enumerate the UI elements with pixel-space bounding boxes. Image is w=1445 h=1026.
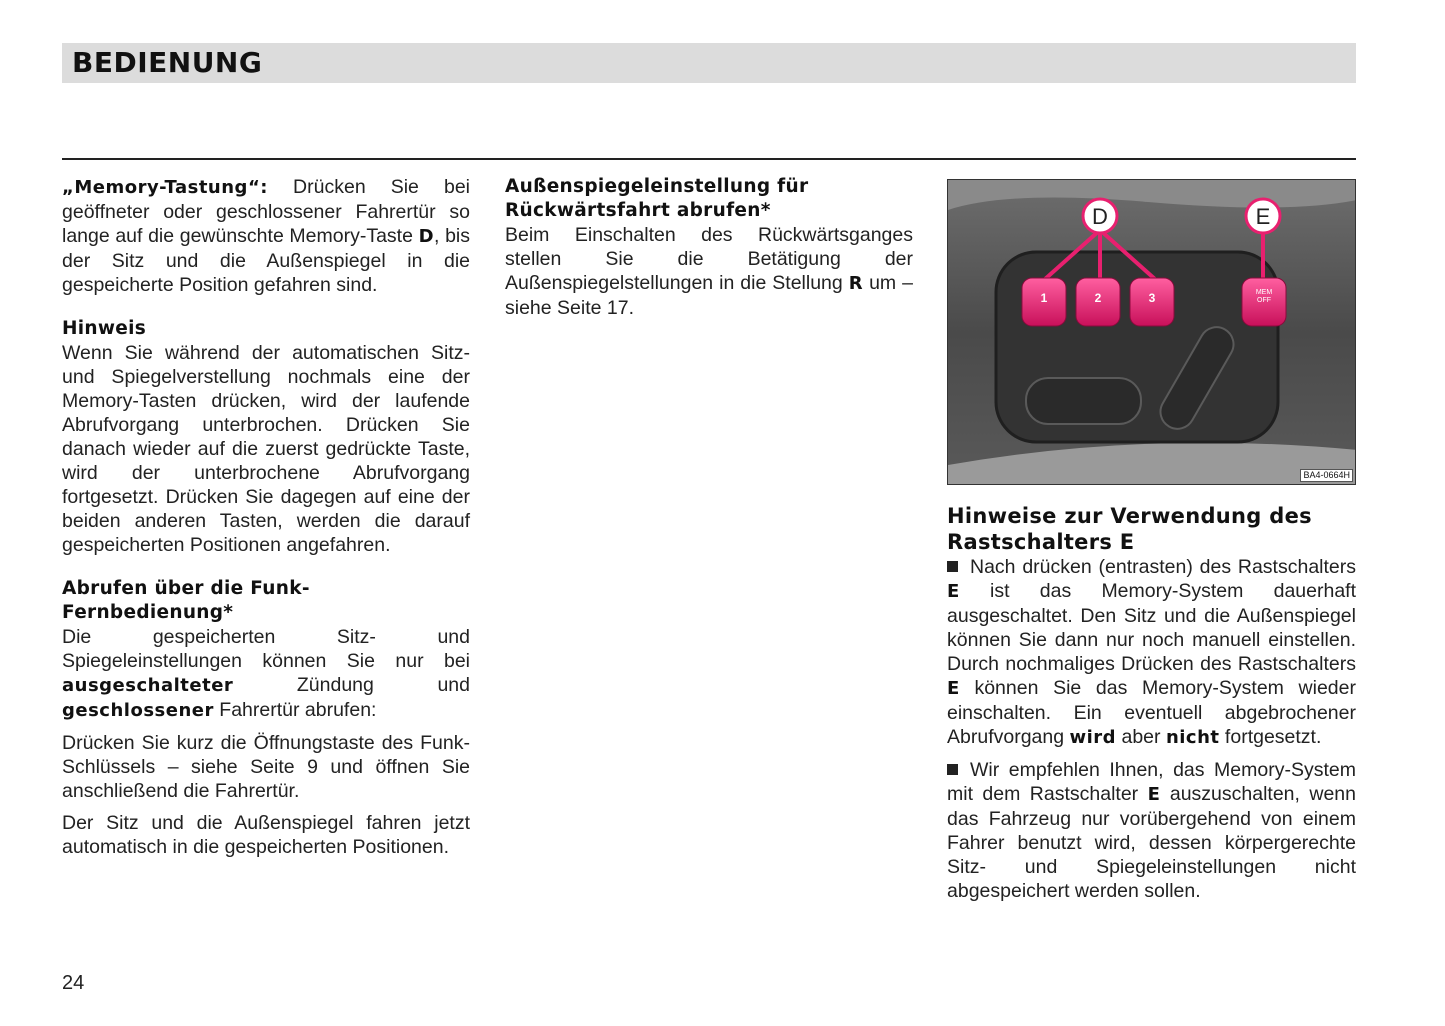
page-number: 24 [62,972,85,994]
funk-heading: Abrufen über die Funk-Fernbedienung* [62,578,310,623]
hinweis-heading: Hinweis [62,318,147,339]
hinweis-paragraph: Wenn Sie während der automatischen Sitz- und Spiegelverstellung nochmals eine der Memory-Tasten drücken, wird der laufende Abrufvorgang unterbrochen. Drücken Sie danach wieder auf die zuerst gedrückte Taste, wird der unterbrochene Abrufvorgang fortgesetzt. Drücken Sie dagegen auf eine der beiden anderen Tasten, werden die darauf gespeicherten Positionen angefahren. [62,342,470,556]
column-middle [505,175,913,320]
rueckwaerts-paragraph: Beim Einschalten des Rückwärtsganges stellen Sie die Betätigung der Außenspiegelstellungen in die Stellung R um – siehe Seite 17. [505,224,913,319]
divider-rule [62,158,1356,160]
callout-e-label: E [1255,204,1271,229]
seat-slider-switch [1026,378,1141,424]
svg-text:1: 1 [1040,291,1048,305]
rastschalter-heading: Hinweise zur Verwendung des Rastschalters E [947,504,1312,554]
funk-paragraph-1: Die gespeicherten Sitz- und Spiegeleinstellungen können Sie nur bei ausgeschalteter Zündung und geschlossener Fahrertür abrufen: [62,626,470,721]
svg-text:2: 2 [1094,291,1102,305]
column-left [62,175,470,859]
bullet-square-icon [947,561,958,572]
memory-tastung-paragraph: „Memory-Tastung“: Drücken Sie bei geöffneter oder geschlossener Fahrertür so lange auf die gewünschte Memory-Taste D, bis der Sitz und die Außenspiegel in die gespeicherte Position gefahren sind. [62,176,471,296]
header-bar [62,43,1356,83]
bullet-square-icon [947,764,958,775]
rueckwaerts-heading: Außenspiegeleinstellung für Rückwärtsfahrt abrufen* [505,176,809,221]
memory-panel-illustration [948,180,1356,485]
rastschalter-bullet-2: Wir empfehlen Ihnen, das Memory-System mit dem Rastschalter E auszuschalten, wenn das Fahrzeug nur vorübergehend von einem Fahrer benutzt wird, dessen körpergerechte Sitz- und Spiegeleinstellungen nicht abgespeichert werden sollen. [947,759,1356,902]
callout-d-label: D [1092,204,1108,229]
column-right [947,503,1356,903]
svg-text:MEM: MEM [1255,289,1273,296]
svg-text:OFF: OFF [1257,297,1271,304]
funk-paragraph-3: Der Sitz und die Außenspiegel fahren jetzt automatisch in die gespeicherten Positionen. [62,812,470,858]
figure-id: BA4-0664H [1300,469,1353,482]
rastschalter-bullet-1: Nach drücken (entrasten) des Rastschalters E ist das Memory-System dauerhaft ausgeschaltet. Den Sitz und die Außenspiegel können Sie dann nur noch manuell einstellen. Durch nochmaliges Drücken des Rastschalters E können Sie das Memory-System wieder einschalten. Ein eventuell abgebrochener Abrufvorgang wird aber nicht fortgesetzt. [947,556,1356,748]
svg-text:3: 3 [1148,291,1156,305]
section-title: BEDIENUNG [72,46,263,79]
funk-paragraph-2: Drücken Sie kurz die Öffnungstaste des Funk-Schlüssels – siehe Seite 9 und öffnen Sie anschließend die Fahrertür. [62,732,470,802]
memory-buttons-figure [947,179,1356,485]
